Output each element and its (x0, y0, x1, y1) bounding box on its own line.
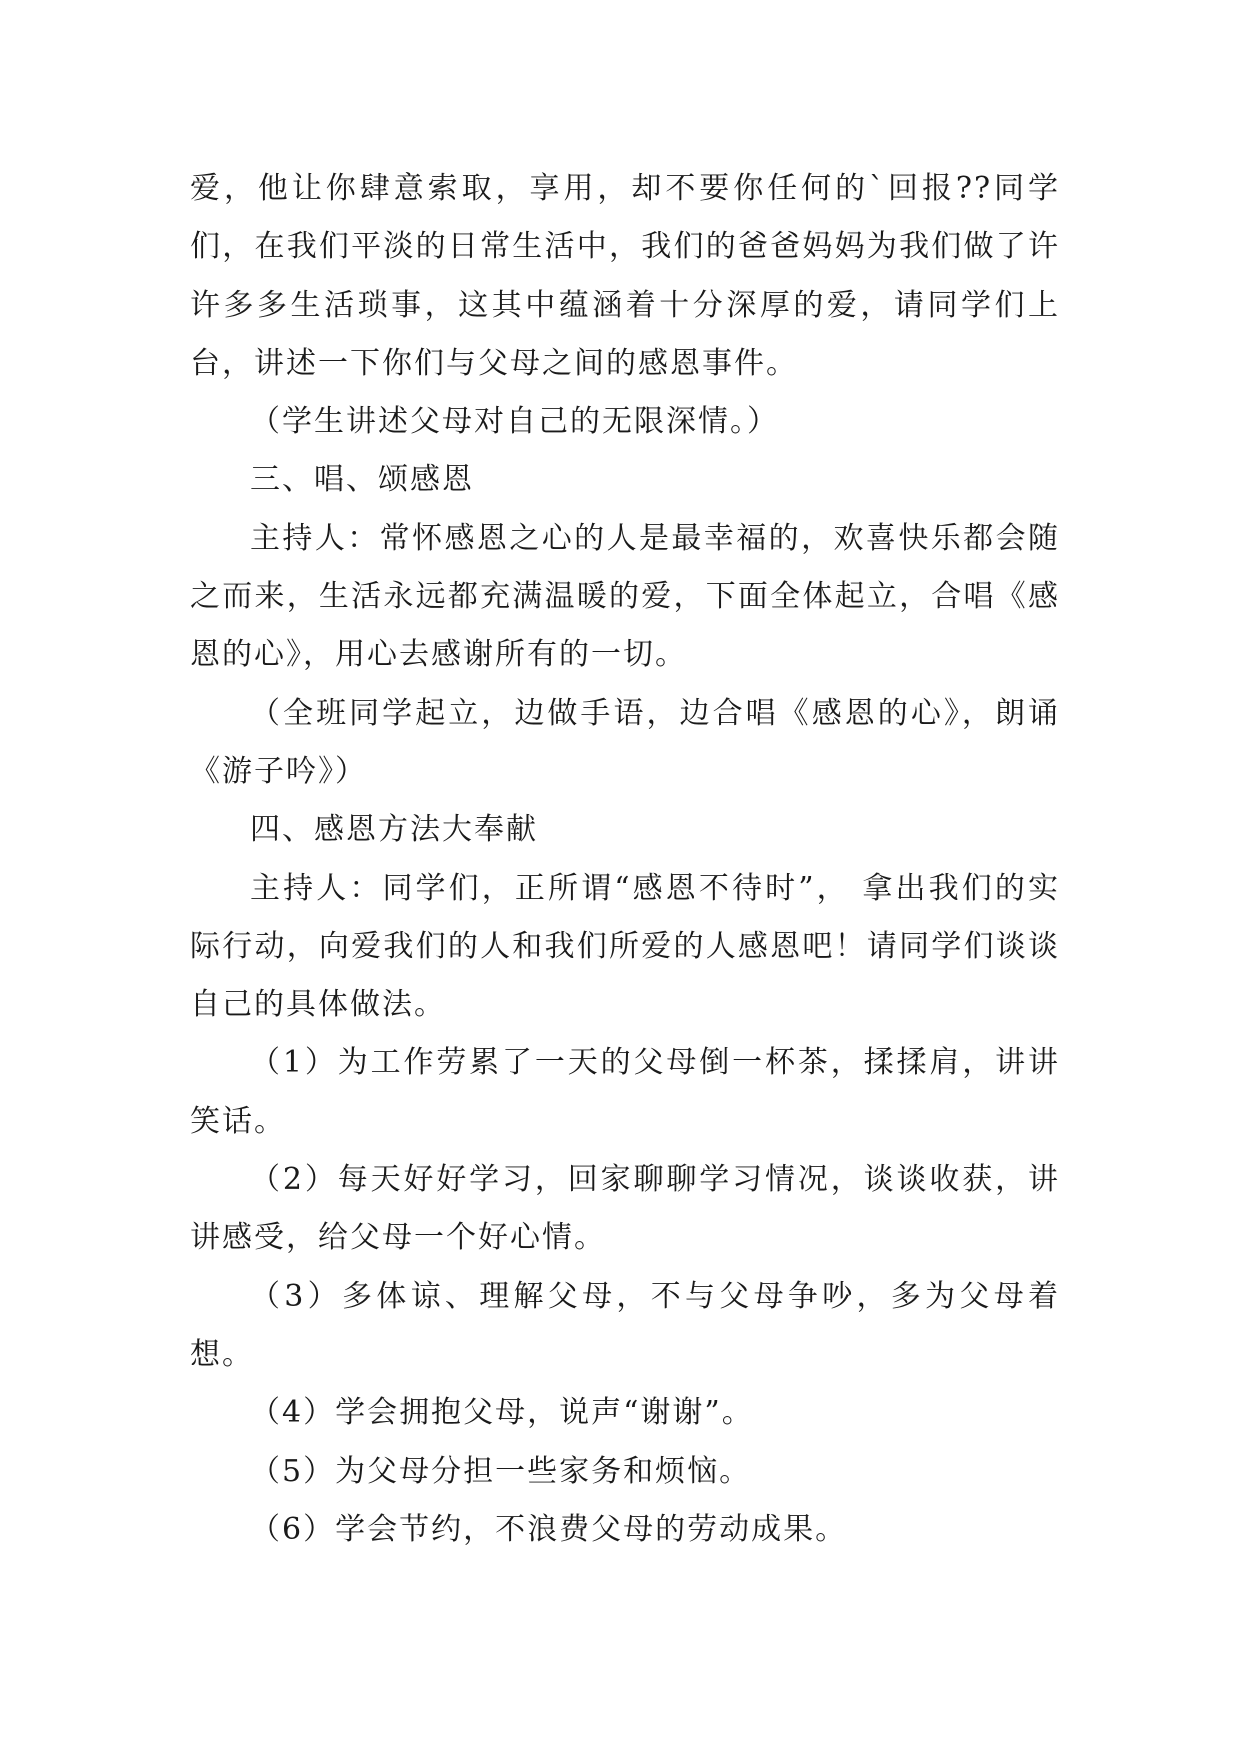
section-heading-methods: 四、感恩方法大奉献 (250, 812, 538, 848)
list-item-3: （3）多体谅、理解父母，不与父母争吵，多为父母着想。 (190, 1278, 1060, 1372)
document-body (190, 160, 1060, 1559)
list-item-5: （5）为父母分担一些家务和烦恼。 (250, 1453, 752, 1489)
paragraph-love-intro: 爱，他让你肆意索取，享用，却不要你任何的`回报??同学们，在我们平淡的日常生活中，我们的爸爸妈妈为我们做了许许多多生活琐事，这其中蕴涵着十分深厚的爱，请同学们上台，讲述一下你们与父母之间的感恩事件。 (190, 171, 1060, 381)
paragraph-student-narration: （学生讲述父母对自己的无限深情。） (250, 404, 779, 440)
paragraph-host-sing: 主持人：常怀感恩之心的人是最幸福的，欢喜快乐都会随之而来，生活永远都充满温暖的爱，下面全体起立，合唱《感恩的心》，用心去感谢所有的一切。 (190, 520, 1060, 673)
list-item-2: （2）每天好好学习，回家聊聊学习情况，谈谈收获，讲讲感受，给父母一个好心情。 (190, 1162, 1060, 1256)
section-heading-sing: 三、唱、颂感恩 (250, 462, 474, 498)
list-item-6: （6）学会节约，不浪费父母的劳动成果。 (250, 1511, 848, 1547)
paragraph-class-sing: （全班同学起立，边做手语，边合唱《感恩的心》，朗诵《游子吟》） (190, 695, 1060, 789)
paragraph-host-methods: 主持人：同学们，正所谓“感恩不待时”， 拿出我们的实际行动，向爱我们的人和我们所爱的人感恩吧！请同学们谈谈自己的具体做法。 (190, 870, 1060, 1023)
list-item-1: （1）为工作劳累了一天的父母倒一杯茶，揉揉肩，讲讲笑话。 (190, 1045, 1060, 1139)
list-item-4: （4）学会拥抱父母，说声“谢谢”。 (250, 1395, 754, 1431)
